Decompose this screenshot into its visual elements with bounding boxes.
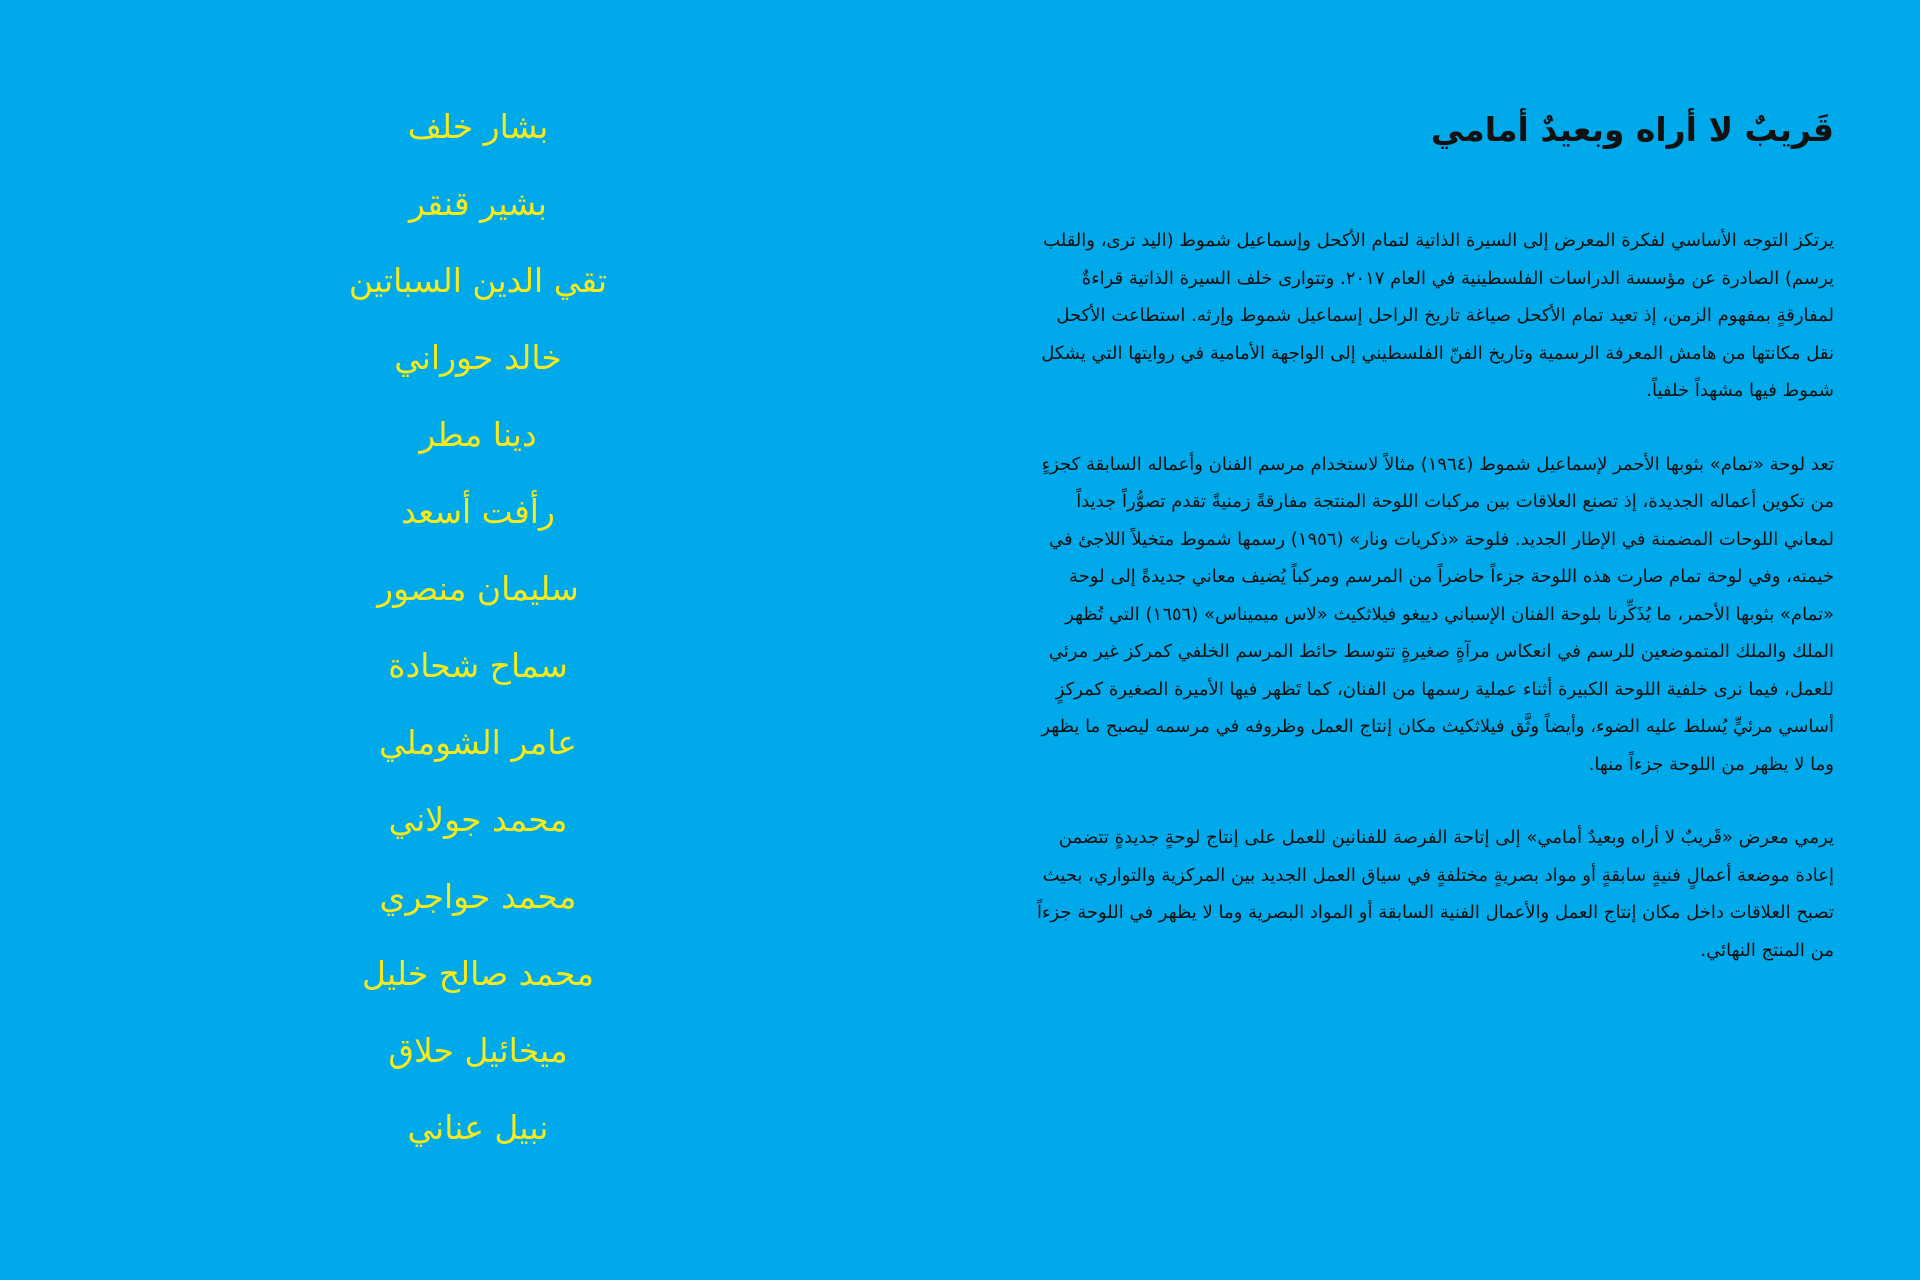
artist-name: سماح شحادة bbox=[388, 646, 568, 685]
artist-name: محمد صالح خليل bbox=[361, 954, 595, 993]
artist-name: دينا مطر bbox=[419, 415, 537, 454]
artist-name: خالد حوراني bbox=[394, 338, 562, 377]
main-text-column bbox=[1034, 100, 1834, 1005]
artist-name: محمد حواجري bbox=[379, 877, 577, 916]
artist-name: سليمان منصور bbox=[377, 569, 579, 608]
artist-name: نبيل عناني bbox=[407, 1108, 549, 1147]
paragraph-3: يرمي معرض «قَريبٌ لا أراه وبعيدٌ أمامي» إلى إتاحة الفرصة للفنانين للعمل على إنتاج لوحةٍ جديدةٍ تتضمن إعادة موضعة أعمالٍ فنيةٍ سابقةٍ أو مواد بصريةٍ مختلفةٍ في سياق العمل الجديد بين المركزية والتواري، بحيث تصبح العلاقات داخل مكان إنتاج العمل والأعمال الفنية السابقة أو المواد البصرية وما لا يظهر في اللوحة جزءاً من المنتج النهائي. bbox=[1036, 827, 1834, 961]
paragraph-1: يرتكز التوجه الأساسي لفكرة المعرض إلى السيرة الذاتية لتمام الأكحل وإسماعيل شموط (اليد ترى، والقلب يرسم) الصادرة عن مؤسسة الدراسات الفلسطينية في العام ٢٠١٧. وتتوارى خلف السيرة الذاتية قراءةٌ لمفارقةٍ بمفهوم الزمن، إذ تعيد تمام الأكحل صياغة تاريخ الراحل إسماعيل شموط وإرثه. استطاعت الأكحل نقل مكانتها من هامش المعرفة الرسمية وتاريخ الفنّ الفلسطيني إلى الواجهة الأمامية في روايتها التي يشكل شموط فيها مشهداً خلفياً. bbox=[1041, 230, 1834, 401]
paragraph-2: تعد لوحة «تمام» بثوبها الأحمر لإسماعيل شموط (١٩٦٤) مثالاً لاستخدام مرسم الفنان وأعماله السابقة كجزءٍ من تكوين أعماله الجديدة، إذ تصنع العلاقات بين مركبات اللوحة المنتجة مفارقةً زمنيةً تقدم تصوُّراً جديداً لمعاني اللوحات المضمنة في الإطار الجديد. فلوحة «ذكريات ونار» (١٩٥٦) رسمها شموط متخيلاً اللاجئ في خيمته، وفي لوحة تمام صارت هذه اللوحة جزءاً حاضراً من المرسم ومركباً يُضيف معاني جديدةً إلى لوحة «تمام» بثوبها الأحمر، ما يُذَكِّرنا بلوحة الفنان الإسباني دييغو فيلاثكيث «لاس ميميناس» (١٦٥٦) التي تُظهر الملك والملك المتموضعين للرسم في انعكاس مرآةٍ صغيرةٍ تتوسط حائط المرسم الخلفي كمركز غير مرئي للعمل، فيما نرى خلفية اللوحة الكبيرة أثناء عملية رسمها من الفنان، كما تَظهر فيها الأميرة الصغيرة كمركزٍ أساسي مرئيٍّ يُسلط عليه الضوء، وأيضاً وثَّق فيلاثكيث مكان إنتاج العمل وظروفه في مرسمه ليصبح ما يظهر وما لا يظهر من اللوحة جزءاً منها. bbox=[1041, 453, 1834, 775]
artist-name: محمد جولاني bbox=[388, 800, 568, 839]
artist-name: تقي الدين السباتين bbox=[348, 261, 608, 300]
artist-name: بشير قنقر bbox=[409, 184, 547, 223]
artist-list bbox=[310, 94, 646, 1172]
artist-name: بشار خلف bbox=[407, 107, 549, 146]
exhibition-description bbox=[1034, 222, 1834, 969]
artist-name: رأفت أسعد bbox=[401, 492, 555, 531]
artist-name: ميخائيل حلاق bbox=[388, 1031, 568, 1070]
exhibition-title: قَريبٌ لا أراه وبعيدٌ أمامي bbox=[1430, 110, 1834, 149]
artist-name: عامر الشوملي bbox=[379, 723, 577, 762]
